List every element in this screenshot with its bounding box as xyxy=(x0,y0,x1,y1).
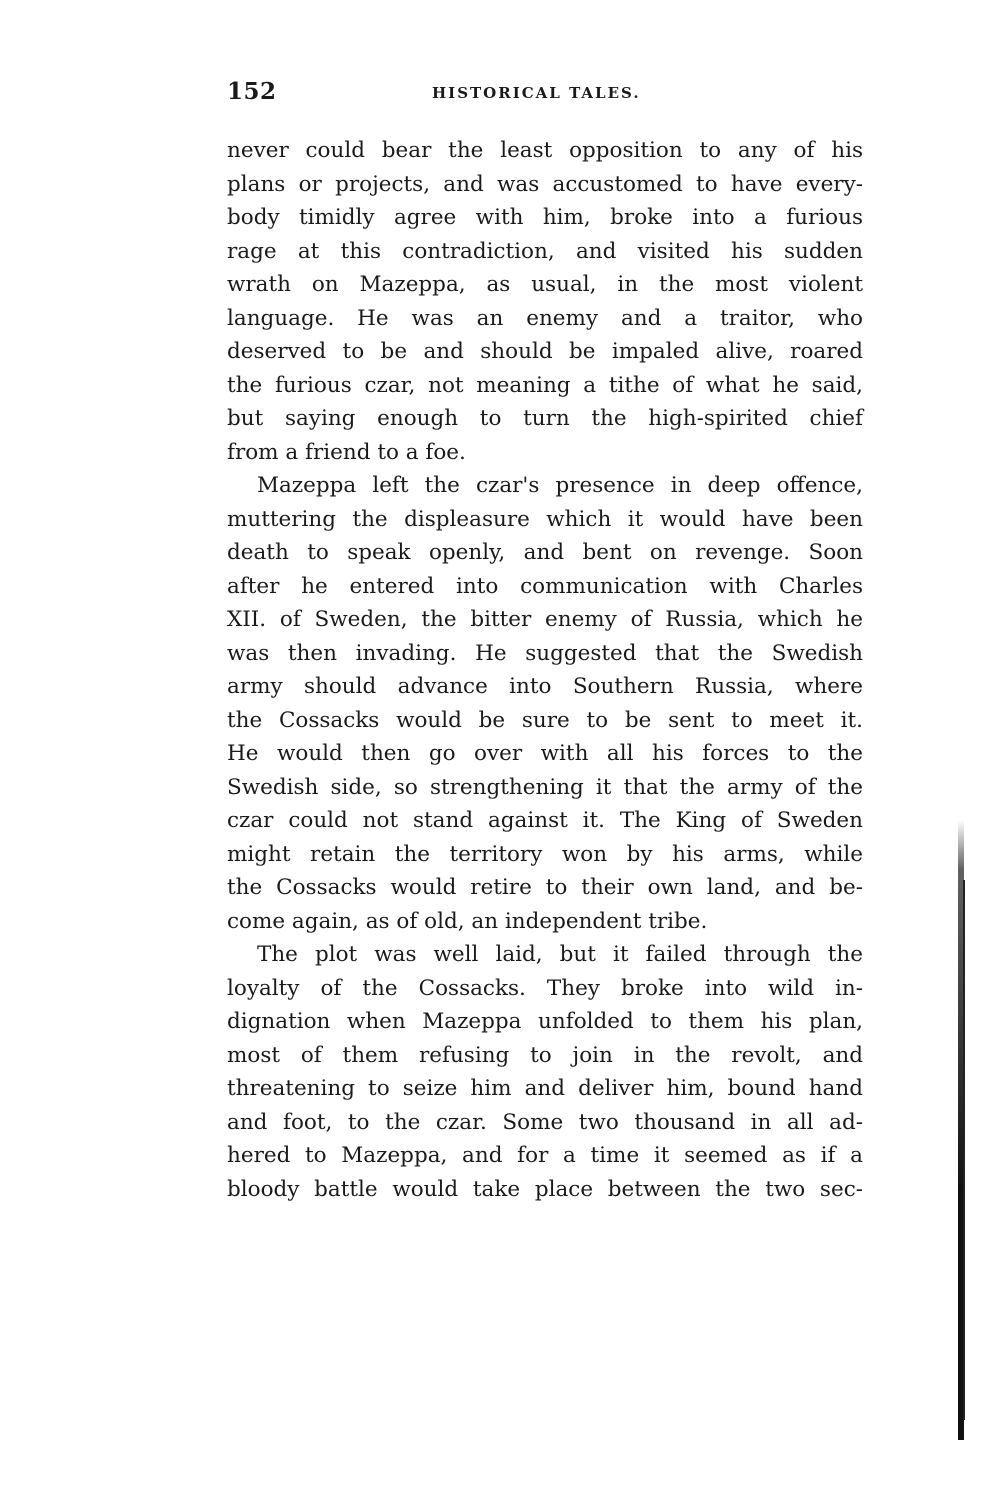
text-line: and foot, to the czar. Some two thousand in all ad- xyxy=(227,1109,863,1135)
text-line: might retain the territory won by his arms, while xyxy=(227,841,863,867)
text-line: never could bear the least opposition to any of his xyxy=(227,138,863,163)
text-line: body timidly agree with him, broke into a furious xyxy=(227,205,863,230)
text-line: death to speak openly, and bent on revenge. Soon xyxy=(227,540,863,565)
text-line: muttering the displeasure which it would have been xyxy=(227,506,863,532)
text-line: bloody battle would take place between the two sec- xyxy=(227,1176,863,1202)
text-line: deserved to be and should be impaled alive, roared xyxy=(227,339,863,364)
text-line: plans or projects, and was accustomed to have every- xyxy=(227,171,863,197)
text-line: He would then go over with all his forces to the xyxy=(227,741,863,766)
page-header xyxy=(227,78,863,108)
text-line: was then invading. He suggested that the Swedish xyxy=(227,640,863,666)
text-line: czar could not stand against it. The King of Sweden xyxy=(227,808,863,833)
text-line: XII. of Sweden, the bitter enemy of Russia, which he xyxy=(227,607,863,632)
text-line: hered to Mazeppa, and for a time it seemed as if a xyxy=(227,1143,863,1168)
page-number: 152 xyxy=(227,78,277,105)
text-line: army should advance into Southern Russia, where xyxy=(227,674,863,699)
text-line: after he entered into communication with Charles xyxy=(227,573,863,599)
text-line: Swedish side, so strengthening it that the army of the xyxy=(227,774,863,800)
text-line: the Cossacks would be sure to be sent to meet it. xyxy=(227,707,863,733)
body-text xyxy=(227,134,863,1206)
text-line: the furious czar, not meaning a tithe of what he said, xyxy=(227,372,863,398)
text-line: language. He was an enemy and a traitor, who xyxy=(227,305,863,331)
text-line: dignation when Mazeppa unfolded to them his plan, xyxy=(227,1009,863,1034)
running-head: HISTORICAL TALES. xyxy=(432,84,641,102)
text-line: from a friend to a foe. xyxy=(227,439,466,465)
text-line: rage at this contradiction, and visited his sudden xyxy=(227,238,863,264)
margin-scan-line xyxy=(963,880,965,1420)
text-line: Mazeppa left the czar's presence in deep offence, xyxy=(257,473,863,498)
text-line: the Cossacks would retire to their own land, and be- xyxy=(227,875,863,900)
text-line: most of them refusing to join in the revolt, and xyxy=(227,1042,863,1068)
text-line: come again, as of old, an independent tribe. xyxy=(227,908,708,934)
text-line: wrath on Mazeppa, as usual, in the most violent xyxy=(227,272,863,297)
text-line: The plot was well laid, but it failed through the xyxy=(257,942,863,967)
text-line: loyalty of the Cossacks. They broke into wild in- xyxy=(227,975,863,1001)
text-line: but saying enough to turn the high-spirited chief xyxy=(227,406,863,431)
text-line: threatening to seize him and deliver him, bound hand xyxy=(227,1076,863,1101)
